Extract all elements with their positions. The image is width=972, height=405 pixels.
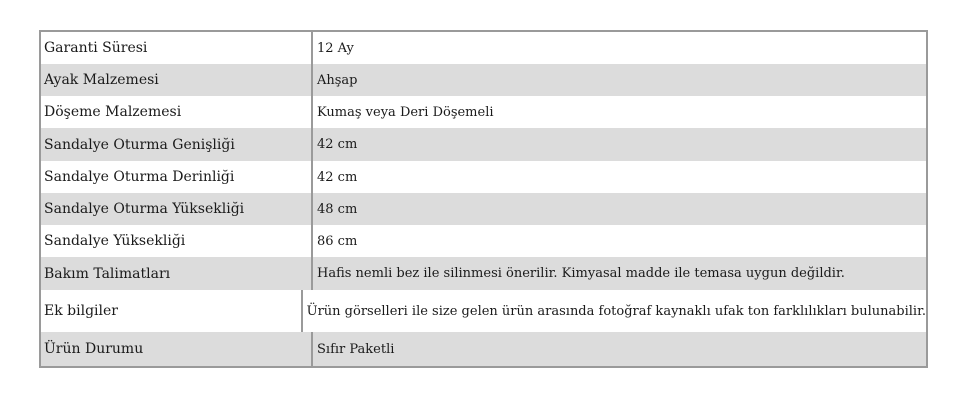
table-row <box>41 96 926 128</box>
table-row <box>41 290 926 332</box>
table-row <box>41 64 926 96</box>
table-row <box>41 161 926 193</box>
spec-value: 42 cm <box>317 137 358 152</box>
spec-label: Sandalye Oturma Derinliği <box>41 161 313 193</box>
table-row <box>41 332 926 366</box>
table-row <box>41 32 926 64</box>
spec-value: Sıfır Paketli <box>317 341 395 357</box>
spec-value: 12 Ay <box>317 40 354 56</box>
spec-value: 86 cm <box>317 233 358 249</box>
table-row <box>41 193 926 225</box>
spec-label: Sandalye Oturma Genişliği <box>41 128 313 161</box>
spec-value: 48 cm <box>317 201 358 217</box>
spec-label: Ürün Durumu <box>41 332 313 366</box>
spec-value: Kumaş veya Deri Döşemeli <box>317 104 494 120</box>
spec-value: Hafis nemli bez ile silinmesi önerilir. Kimyasal madde ile temasa uygun değildir. <box>317 266 845 281</box>
spec-label: Döşeme Malzemesi <box>41 96 313 128</box>
spec-label: Bakım Talimatları <box>41 257 313 290</box>
spec-label: Garanti Süresi <box>41 32 313 64</box>
spec-label: Sandalye Oturma Yüksekliği <box>41 193 313 225</box>
product-spec-table <box>39 30 928 368</box>
spec-value: Ürün görselleri ile size gelen ürün arasında fotoğraf kaynaklı ufak ton farklılıkları bulunabilir. <box>306 303 926 319</box>
spec-value: Ahşap <box>317 72 358 88</box>
table-row <box>41 257 926 290</box>
spec-label: Ayak Malzemesi <box>41 64 313 96</box>
table-row <box>41 128 926 161</box>
spec-label: Sandalye Yüksekliği <box>41 225 313 257</box>
spec-value: 42 cm <box>317 169 358 185</box>
table-row <box>41 225 926 257</box>
spec-label: Ek bilgiler <box>41 290 303 332</box>
